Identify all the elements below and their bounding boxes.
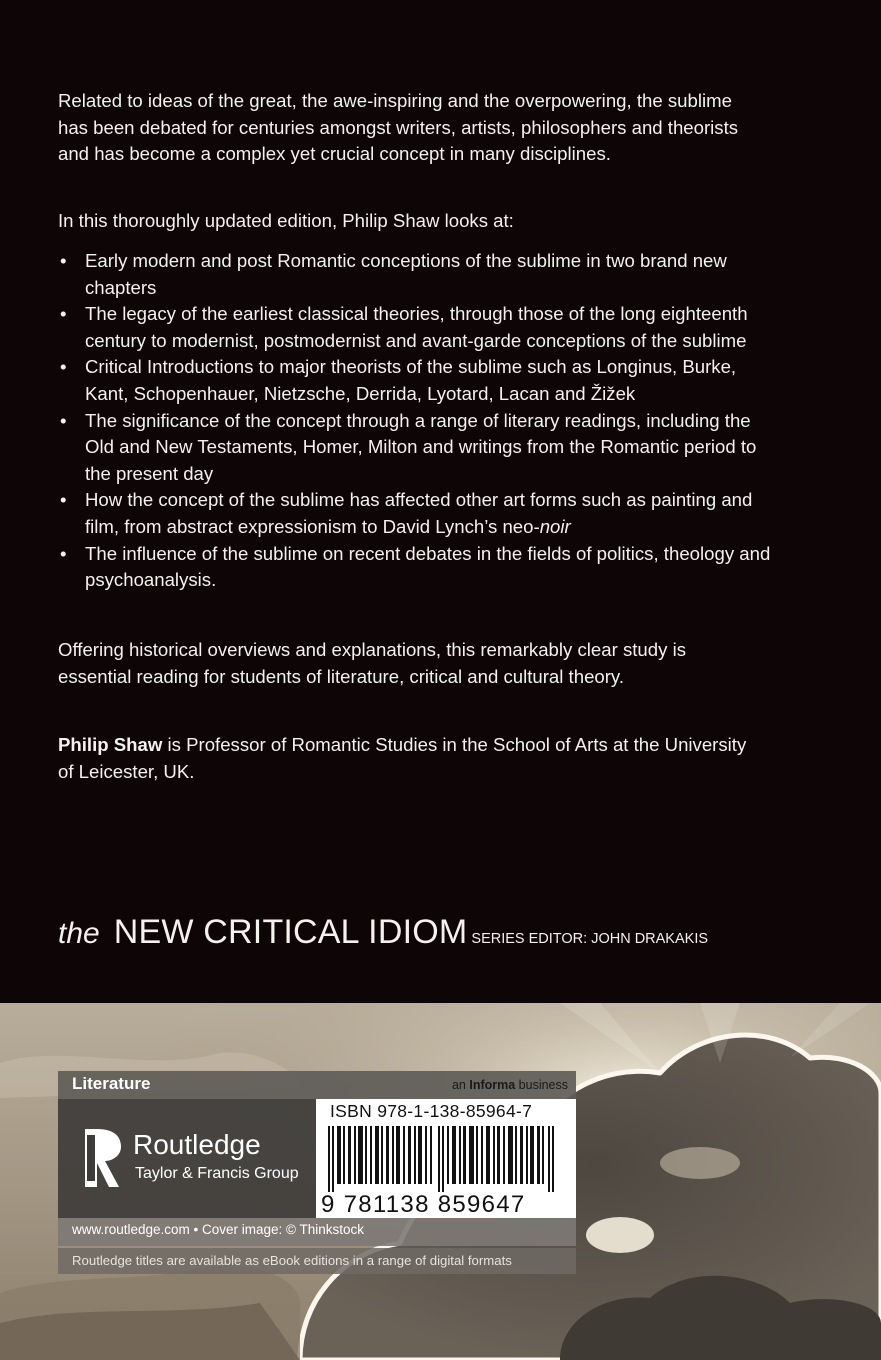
series-the: the	[58, 917, 100, 950]
panel-header	[58, 1071, 576, 1099]
series-editor: SERIES EDITOR: JOHN DRAKAKIS	[471, 931, 709, 947]
list-item: • How the concept of the sublime has affected other art forms such as painting and film, from abstract expressionism to David Lynch’s neo-noir	[60, 489, 753, 537]
barcode-icon	[328, 1126, 562, 1192]
isbn-barcode	[316, 1099, 576, 1218]
closing-paragraph: Offering historical overviews and explanations, this remarkably clear study is essential reading for students of literature, critical and cultural theory.	[58, 639, 686, 687]
routledge-logo	[83, 1125, 323, 1191]
noir-italic: noir	[539, 515, 571, 537]
website-credit: www.routledge.com • Cover image: © Thinkstock	[72, 1222, 365, 1237]
bullet-icon: •	[60, 356, 67, 378]
topics-list	[58, 248, 778, 594]
intro-paragraph: Related to ideas of the great, the awe-inspiring and the overpowering, the sublime has been debated for centuries amongst writers, artists, philosophers and theorists and has become a complex yet crucial concept in many disciplines.	[58, 90, 739, 165]
barcode-digits: 9 781138 859647	[321, 1191, 526, 1218]
series-name: NEW CRITICAL IDIOM	[113, 913, 468, 951]
list-item: • Early modern and post Romantic conceptions of the sublime in two brand new chapters	[60, 250, 727, 298]
author-name: Philip Shaw	[58, 734, 163, 755]
website-credit-bar	[58, 1218, 576, 1246]
lead-line: In this thoroughly updated edition, Philip Shaw looks at:	[58, 210, 514, 231]
informa-line: an Informa business	[451, 1078, 568, 1092]
bullet-icon: •	[60, 250, 67, 271]
routledge-mark-icon	[83, 1125, 125, 1191]
list-item: • Critical Introductions to major theorists of the sublime such as Longinus, Burke, Kant, Schopenhauer, Nietzsche, Derrida, Lyotard, Lacan and Žižek	[60, 356, 737, 404]
list-item: • The influence of the sublime on recent debates in the fields of politics, theology and psychoanalysis.	[60, 542, 771, 591]
list-item: • The significance of the concept through a range of literary readings, including the Old and New Testaments, Homer, Milton and writings from the Romantic period to the present day	[60, 409, 757, 484]
publisher-group: Taylor & Francis Group	[135, 1165, 299, 1182]
series-title	[58, 913, 708, 952]
category-label: Literature	[72, 1074, 151, 1093]
bullet-icon: •	[60, 409, 67, 431]
publisher-name: Routledge	[133, 1129, 261, 1160]
bullet-icon: •	[60, 542, 67, 564]
ebook-note: Routledge titles are available as eBook editions in a range of digital formats	[72, 1253, 512, 1268]
author-bio: Philip Shaw is Professor of Romantic Studies in the School of Arts at the University of Leicester, UK.	[58, 734, 747, 782]
list-item: • The legacy of the earliest classical theories, through those of the long eighteenth century to modernist, postmodernist and avant-garde conceptions of the sublime	[60, 303, 748, 351]
ebook-note-bar	[58, 1248, 576, 1274]
bullet-icon: •	[60, 489, 67, 511]
bullet-icon: •	[60, 303, 67, 325]
isbn-label: ISBN 978-1-138-85964-7	[330, 1101, 533, 1121]
